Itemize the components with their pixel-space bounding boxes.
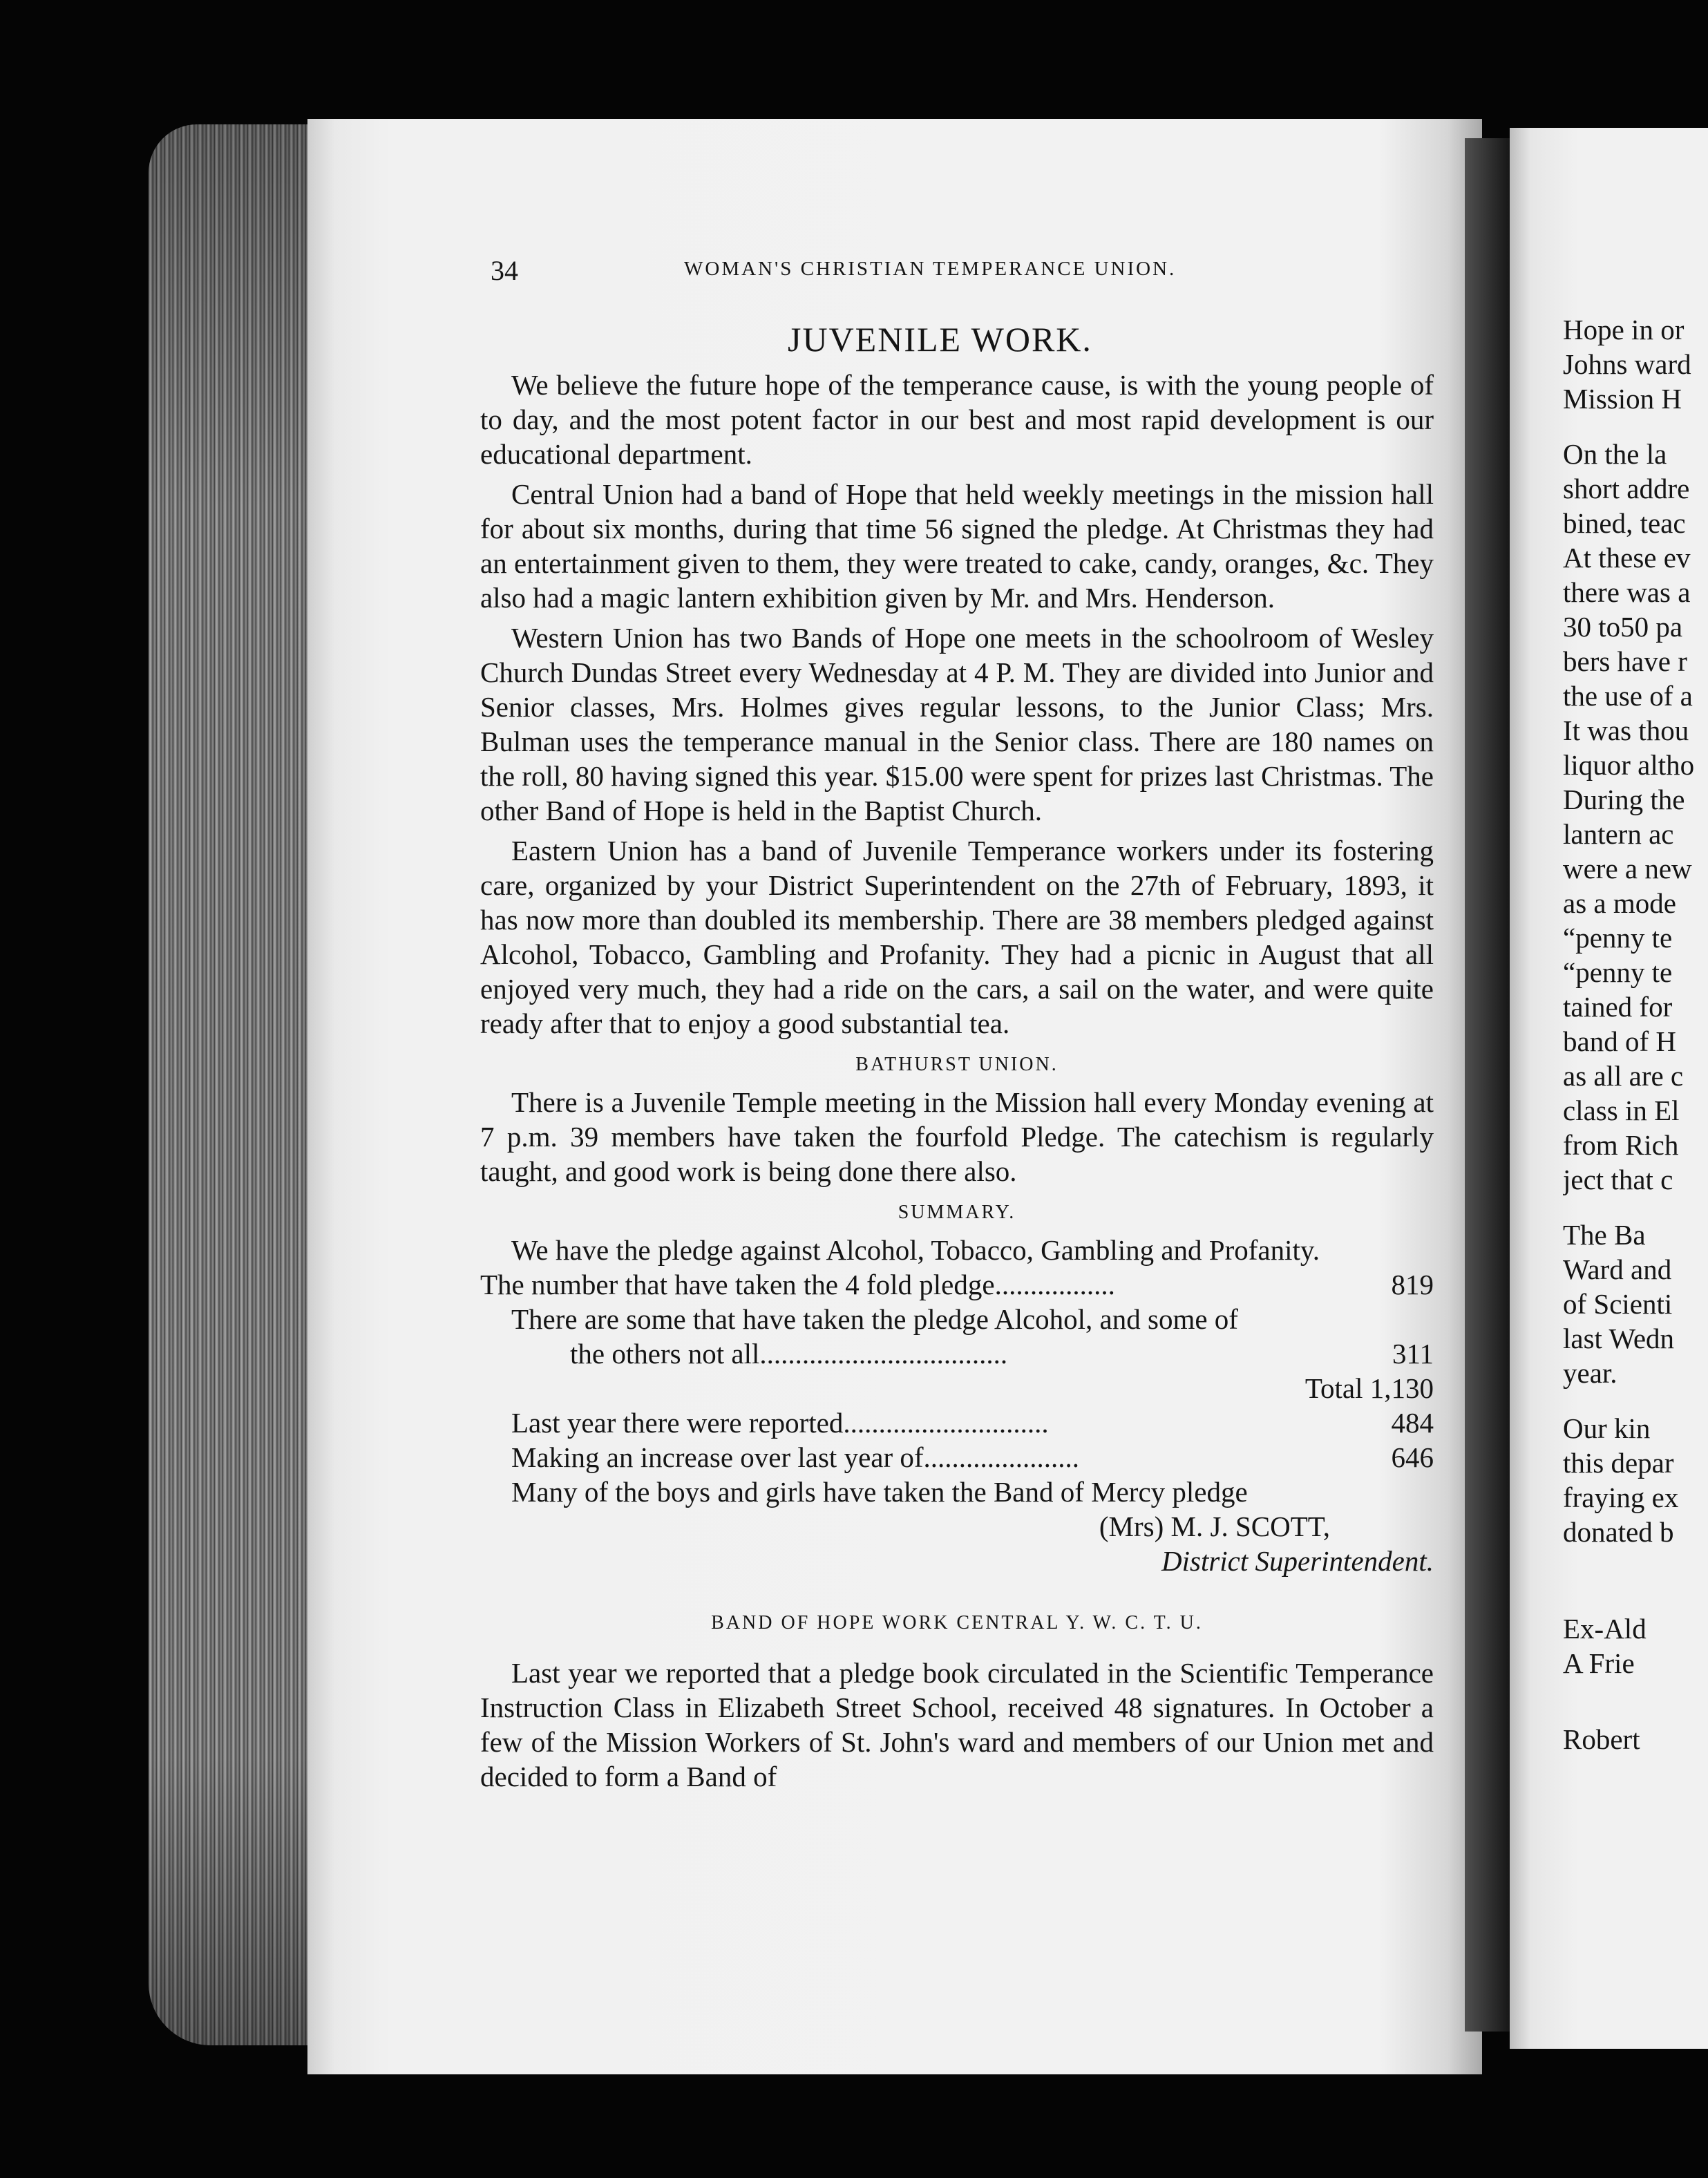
right-page-text — [1563, 312, 1708, 1756]
bathurst-paragraph: There is a Juvenile Temple meeting in the Mission hall every Monday evening at 7 p.m. 39 members have taken the fourfold Pledge. The catechism is regularly taught, and good work is being done there also. — [480, 1086, 1434, 1187]
right-page-line — [1563, 1390, 1708, 1411]
summary-total: Total 1,130 — [1304, 1372, 1434, 1404]
right-page-line: “penny te — [1563, 922, 1673, 954]
main-text — [480, 368, 1434, 1794]
intro-paragraph: We believe the future hope of the temperance cause, is with the young people of to day, and the most potent factor in our best and most rapid development is our educational department. — [480, 369, 1434, 470]
central-union-paragraph: Central Union had a band of Hope that held weekly meetings in the mission hall for about six months, during that time 56 signed the pledge. At Christmas they had an entertainment given to them, they were treated to cake, candy, oranges, &c. They also had a magic lantern exhibition given by Mr. and Mrs. Henderson. — [480, 478, 1434, 614]
summary-label: The number that have taken the 4 fold pledge................. — [480, 1269, 1115, 1300]
right-page-line: It was thou — [1563, 714, 1689, 746]
right-page-line: the use of a — [1563, 680, 1693, 712]
right-page-line: Mission H — [1563, 383, 1682, 415]
western-union-paragraph: Western Union has two Bands of Hope one meets in the schoolroom of Wesley Church Dundas Street every Wednesday at 4 P. M. They are divided into Junior and Senior classes, Mrs. Holmes gives regular lessons, to the Junior Class; Mrs. Bulman uses the temperance manual in the Senior class. There are 180 names on the roll, 80 having signed this year. $15.00 were spent for prizes last Christmas. The other Band of Hope is held in the Baptist Church. — [480, 622, 1434, 826]
summary-row-last-year — [480, 1405, 1434, 1440]
page-number: 34 — [491, 255, 518, 286]
right-page-line: Robert — [1563, 1723, 1640, 1755]
right-page-line: fraying ex — [1563, 1481, 1679, 1513]
right-page-line — [1563, 1701, 1708, 1722]
summary-row-others — [480, 1336, 1434, 1371]
summary-heading: SUMMARY. — [898, 1202, 1016, 1223]
right-page-line: as a mode — [1563, 887, 1676, 919]
right-page-line: During the — [1563, 784, 1685, 815]
running-title: WOMAN'S CHRISTIAN TEMPERANCE UNION. — [684, 258, 1177, 280]
right-page-line — [1563, 1680, 1708, 1701]
right-page-line: Our kin — [1563, 1412, 1651, 1444]
bathurst-heading: BATHURST UNION. — [855, 1054, 1059, 1075]
right-page-line: On the la — [1563, 438, 1667, 470]
summary-row-fourfold — [480, 1267, 1434, 1302]
signature-title: District Superintendent. — [1161, 1545, 1434, 1577]
summary-line-pledge: We have the pledge against Alcohol, Tobacco, Gambling and Profanity. — [511, 1234, 1320, 1266]
eastern-union-paragraph: Eastern Union has a band of Juvenile Temperance workers under its fostering care, organized by your District Superintendent on the 27th of February, 1893, it has now more than doubled its membership. There are 38 members pledged against Alcohol, Tobacco, Gambling and Profanity. They had a picnic in August that all enjoyed very much, they had a ride on the cars, a sail on the water, and were quite ready after that to enjoy a good substantial tea. — [480, 835, 1434, 1039]
right-page-line: bers have r — [1563, 645, 1687, 677]
summary-block — [480, 1233, 1434, 1578]
summary-label: Making an increase over last year of...................... — [511, 1441, 1080, 1473]
right-page-line — [1563, 1549, 1708, 1570]
right-page-line: Hope in or — [1563, 314, 1685, 345]
right-page-line — [1563, 1197, 1708, 1218]
band-of-hope-paragraph: Last year we reported that a pledge book circulated in the Scientific Temperance Instruction Class in Elizabeth Street School, received 48 signatures. In October a few of the Mission Workers of St. John's ward and members of our Union met and decided to form a Band of — [480, 1657, 1434, 1792]
right-page-line: from Rich — [1563, 1129, 1679, 1161]
right-page-line: “penny te — [1563, 956, 1673, 988]
right-page-line: last Wedn — [1563, 1323, 1675, 1354]
right-page-line: as all are c — [1563, 1060, 1684, 1092]
summary-value: 311 — [1392, 1338, 1434, 1370]
right-page-line: tained for — [1563, 991, 1673, 1023]
right-page-line: class in El — [1563, 1095, 1680, 1126]
summary-label: the others not all................................... — [570, 1338, 1008, 1370]
right-page-line: of Scienti — [1563, 1288, 1673, 1320]
right-page-line: bined, teac — [1563, 507, 1686, 539]
book-page-edges — [149, 124, 314, 2045]
summary-value: 646 — [1391, 1441, 1434, 1473]
book-gutter — [1465, 138, 1513, 2032]
right-page-line: there was a — [1563, 576, 1691, 608]
right-page-line: liquor altho — [1563, 749, 1695, 781]
right-page-line: Ward and — [1563, 1253, 1672, 1285]
summary-row-increase — [480, 1440, 1434, 1475]
right-page-line: ject that c — [1563, 1164, 1673, 1195]
right-page-line: The Ba — [1563, 1219, 1646, 1251]
right-page-line: this depar — [1563, 1447, 1674, 1479]
summary-line-some: There are some that have taken the pledge Alcohol, and some of — [511, 1303, 1238, 1335]
right-page-line: donated b — [1563, 1516, 1674, 1548]
right-page-line: 30 to50 pa — [1563, 611, 1683, 643]
right-page-line: lantern ac — [1563, 818, 1674, 850]
summary-value: 484 — [1391, 1407, 1434, 1439]
right-page-line: short addre — [1563, 473, 1690, 504]
band-of-hope-heading: BAND OF HOPE WORK CENTRAL Y. W. C. T. U. — [711, 1612, 1203, 1634]
right-page-line — [1563, 1591, 1708, 1611]
summary-value: 819 — [1391, 1269, 1434, 1300]
right-page-line: At these ev — [1563, 542, 1691, 574]
right-page-line: were a new — [1563, 853, 1692, 884]
summary-label: Last year there were reported............................. — [511, 1407, 1049, 1439]
right-page-line: Ex-Ald — [1563, 1613, 1647, 1645]
section-title: JUVENILE WORK. — [788, 320, 1092, 359]
right-page-line: Johns ward — [1563, 348, 1691, 380]
page-header — [491, 254, 1430, 289]
right-page-line — [1563, 1570, 1708, 1591]
summary-line-mercy: Many of the boys and girls have taken the Band of Mercy pledge — [511, 1476, 1248, 1508]
right-page-line — [1563, 416, 1708, 437]
right-page-line: A Frie — [1563, 1647, 1635, 1679]
right-page-line: year. — [1563, 1357, 1617, 1389]
signature-name: (Mrs) M. J. SCOTT, — [1099, 1511, 1330, 1542]
right-page-line: band of H — [1563, 1025, 1676, 1057]
